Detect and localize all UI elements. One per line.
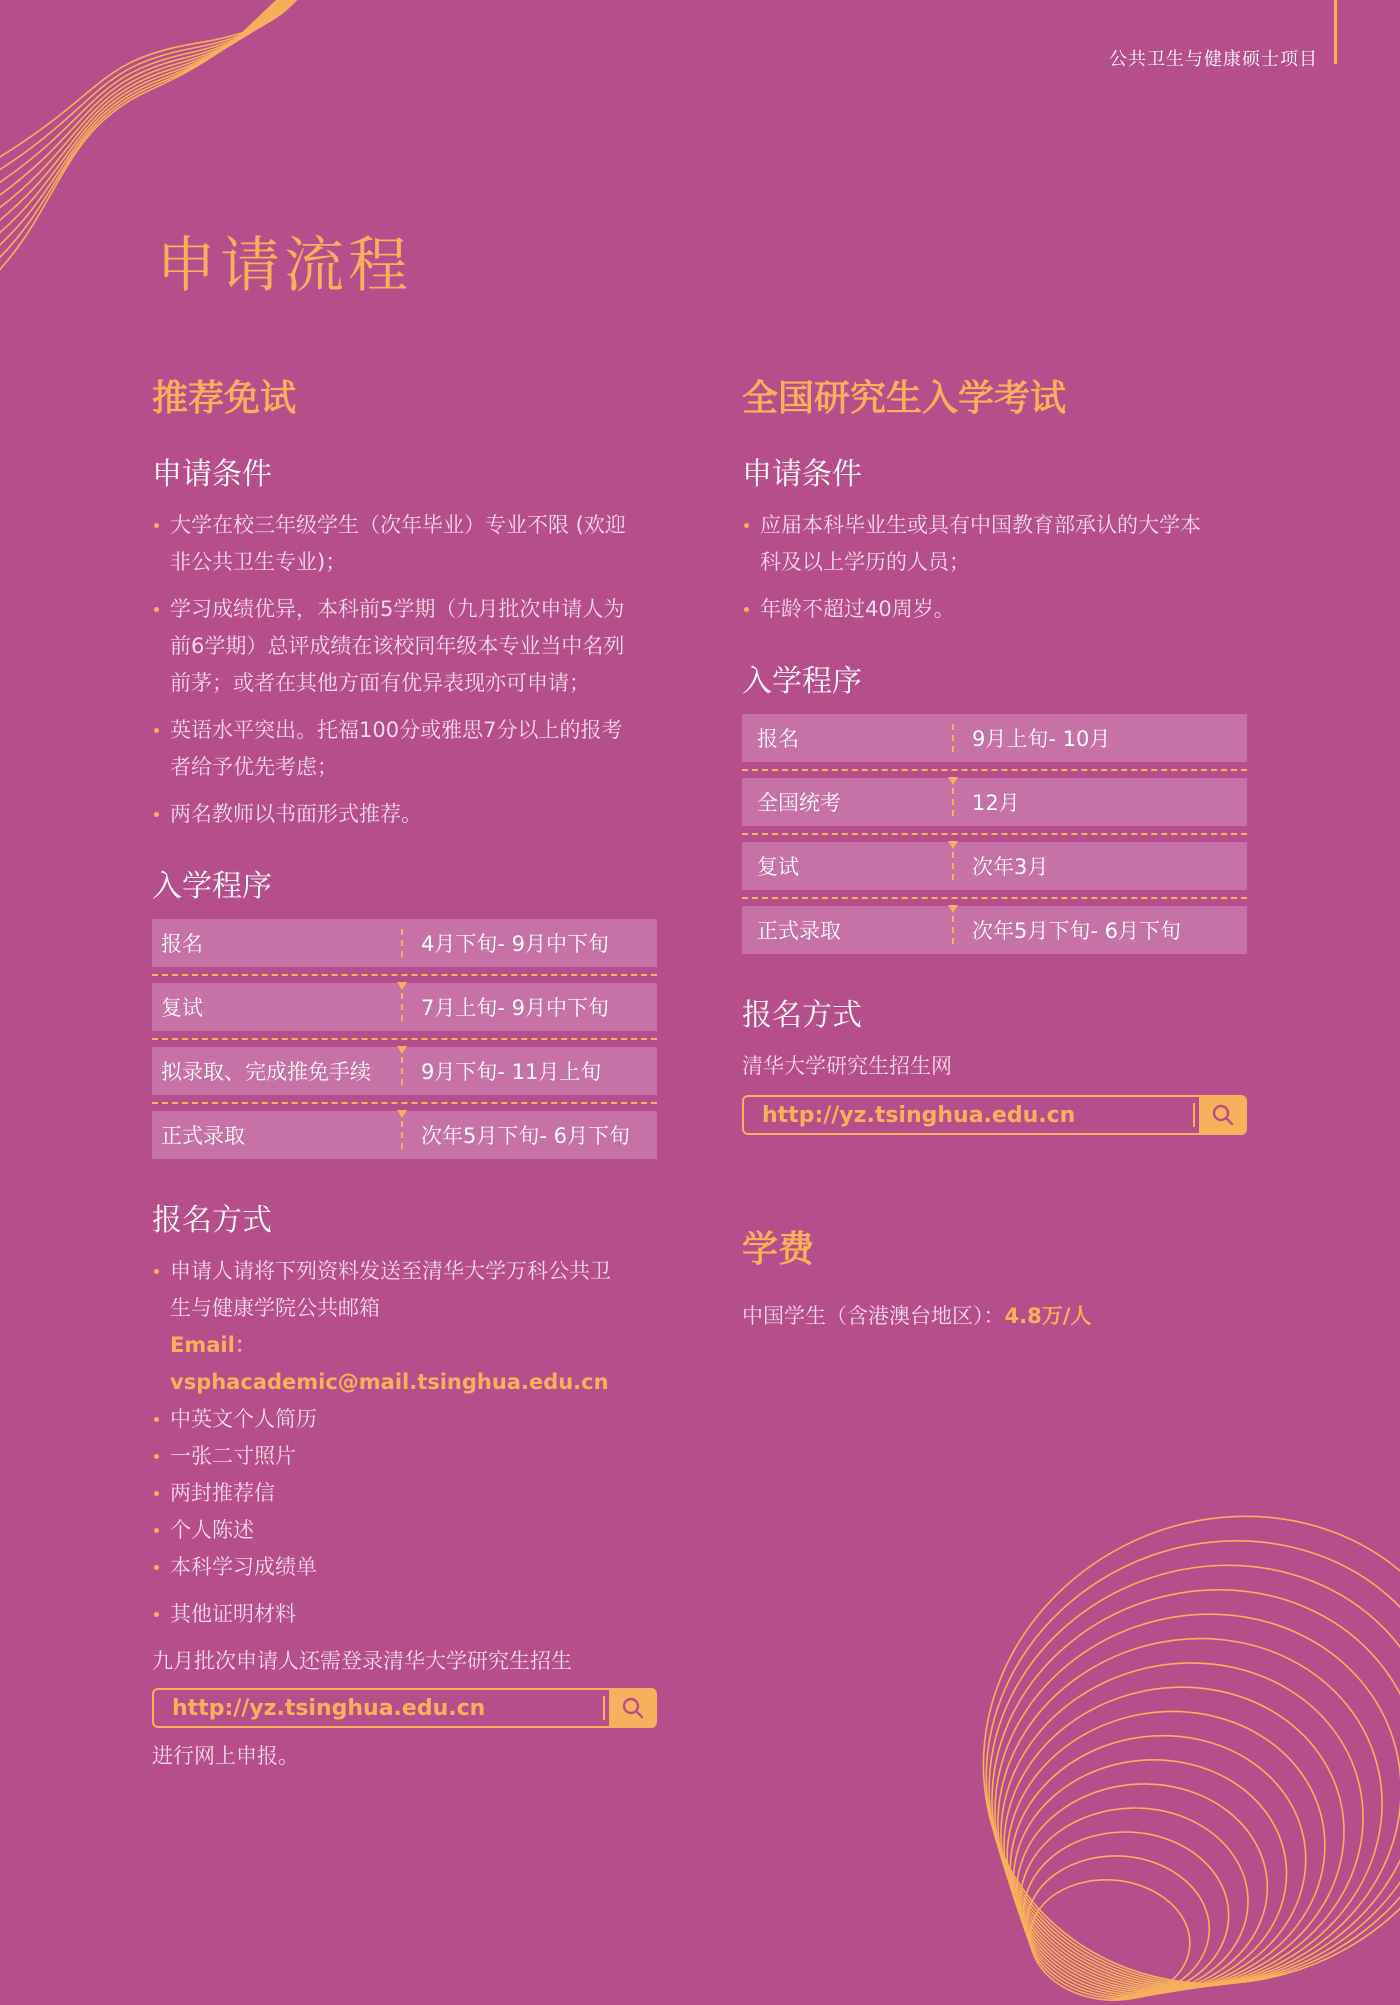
materials-list: [152, 1401, 657, 1633]
step-marker-icon: [948, 905, 958, 913]
step-divider: [952, 852, 954, 880]
apply-intro: [152, 1253, 657, 1327]
apply-intro-line: 生与健康学院公共邮箱: [170, 1296, 380, 1320]
apply-note: 九月批次申请人还需登录清华大学研究生招生: [152, 1649, 572, 1673]
condition-line: 科及以上学历的人员；: [760, 550, 970, 574]
page-title: 申请流程: [156, 231, 412, 301]
step-time: 次年3月: [972, 855, 1049, 879]
fee-label: 中国学生（含港澳台地区）：: [742, 1304, 1005, 1328]
decorative-line: [0, 0, 310, 228]
decorative-line: [0, 0, 313, 215]
search-icon: [1210, 1102, 1236, 1128]
apply-note-after: 进行网上申报。: [152, 1744, 299, 1768]
fee-line: [742, 1300, 1247, 1330]
material-item: 本科学习成绩单: [152, 1549, 657, 1586]
recommend-procedure-steps: [152, 919, 657, 1159]
exam-procedure-steps: [742, 714, 1247, 954]
step-name: 报名: [161, 932, 203, 956]
exam-procedure-title: 入学程序: [742, 664, 862, 699]
recommend-column: [152, 370, 657, 1775]
step-divider: [401, 1057, 403, 1085]
decorative-line: [0, 0, 318, 189]
step-name: 正式录取: [161, 1124, 245, 1148]
condition-line: 前6学期）总评成绩在该校同年级本专业当中名列: [170, 634, 625, 658]
url-text[interactable]: http://yz.tsinghua.edu.cn: [172, 1695, 486, 1721]
condition-line: 年龄不超过40周岁。: [760, 597, 955, 621]
decorative-rings-bottom-right: [860, 1500, 1400, 2005]
exam-site-name: 清华大学研究生招生网: [742, 1054, 952, 1078]
decorative-ring: [948, 1564, 1400, 2005]
exam-search-button[interactable]: [1199, 1095, 1247, 1135]
exam-conditions-title: 申请条件: [742, 457, 862, 492]
step-divider: [952, 916, 954, 944]
recommend-conditions-list: [152, 507, 657, 833]
text-cursor: [603, 1696, 605, 1720]
decorative-ring: [958, 1596, 1400, 2005]
step-name: 拟录取、完成推免手续: [161, 1060, 371, 1084]
step-divider: [952, 724, 954, 752]
step-divider: [401, 1121, 403, 1149]
condition-item: [742, 591, 1247, 628]
step-marker-icon: [948, 841, 958, 849]
step-divider: [401, 993, 403, 1021]
text-cursor: [1193, 1103, 1195, 1127]
procedure-step: [152, 919, 657, 967]
condition-item: [152, 796, 657, 833]
step-name: 全国统考: [757, 791, 841, 815]
url-search-box[interactable]: [152, 1688, 657, 1728]
exam-conditions-list: [742, 507, 1247, 628]
step-name: 复试: [757, 855, 799, 879]
decorative-line: [0, 0, 320, 176]
condition-item: [742, 507, 1247, 581]
recommend-apply-title: 报名方式: [152, 1203, 272, 1238]
program-label: 公共卫生与健康硕士项目: [1109, 49, 1318, 70]
step-time: 4月下旬- 9月中下旬: [421, 932, 609, 956]
decorative-line: [0, 0, 308, 241]
procedure-step: [742, 778, 1247, 826]
material-item: 个人陈述: [152, 1512, 657, 1549]
condition-line: 大学在校三年级学生（次年毕业）专业不限 (欢迎: [170, 513, 626, 537]
decorative-ring: [978, 1658, 1371, 2005]
procedure-step: [742, 906, 1247, 954]
step-marker-icon: [948, 777, 958, 785]
fee-value: 4.8万/人: [1004, 1304, 1092, 1328]
search-icon: [620, 1695, 646, 1721]
condition-item: [152, 507, 657, 581]
step-time: 12月: [972, 791, 1020, 815]
material-item: 两封推荐信: [152, 1475, 657, 1512]
condition-item: [152, 712, 657, 786]
procedure-step: [742, 714, 1247, 762]
condition-line: 应届本科毕业生或具有中国教育部承认的大学本: [760, 513, 1201, 537]
decorative-ring: [1018, 1806, 1249, 1998]
condition-line: 英语水平突出。托福100分或雅思7分以上的报考: [170, 718, 623, 742]
step-time: 9月下旬- 11月上旬: [421, 1060, 602, 1084]
decorative-line: [0, 0, 305, 254]
search-button[interactable]: [609, 1688, 657, 1728]
decorative-line: [0, 0, 320, 163]
recommend-procedure-title: 入学程序: [152, 869, 272, 904]
step-name: 复试: [161, 996, 203, 1020]
step-divider: [952, 788, 954, 816]
exam-column: [742, 370, 1247, 1330]
decorative-ring: [996, 1719, 1321, 2005]
step-name: 报名: [757, 727, 799, 751]
procedure-step: [152, 1047, 657, 1095]
condition-line: 前茅；或者在其他方面有优异表现亦可申请；: [170, 671, 590, 695]
procedure-step: [152, 1111, 657, 1159]
material-item: 中英文个人简历: [152, 1401, 657, 1438]
recommend-title: 推荐免试: [152, 378, 297, 419]
step-time: 次年5月下旬- 6月下旬: [421, 1124, 630, 1148]
step-time: 7月上旬- 9月中下旬: [421, 996, 609, 1020]
step-marker-icon: [397, 1046, 407, 1054]
condition-line: 两名教师以书面形式推荐。: [170, 802, 422, 826]
exam-url-search-box[interactable]: [742, 1095, 1247, 1135]
apply-email[interactable]: Email：vsphacademic@mail.tsinghua.edu.cn: [170, 1333, 609, 1394]
step-marker-icon: [397, 982, 407, 990]
material-item: 一张二寸照片: [152, 1438, 657, 1475]
condition-line: 者给予优先考虑；: [170, 755, 338, 779]
material-item: 其他证明材料: [152, 1596, 657, 1633]
condition-item: [152, 591, 657, 702]
exam-apply-title: 报名方式: [742, 998, 862, 1033]
exam-title: 全国研究生入学考试: [742, 378, 1067, 419]
step-marker-icon: [397, 1110, 407, 1118]
header-accent-bar: [1334, 0, 1337, 64]
condition-line: 非公共卫生专业)；: [170, 550, 347, 574]
step-name: 正式录取: [757, 919, 841, 943]
procedure-step: [742, 842, 1247, 890]
apply-intro-line: 申请人请将下列资料发送至清华大学万科公共卫: [170, 1259, 611, 1283]
step-time: 次年5月下旬- 6月下旬: [972, 919, 1181, 943]
exam-url-text[interactable]: http://yz.tsinghua.edu.cn: [762, 1102, 1076, 1128]
step-time: 9月上旬- 10月: [972, 727, 1111, 751]
fee-title: 学费: [742, 1229, 815, 1270]
procedure-step: [152, 983, 657, 1031]
step-divider: [401, 929, 403, 957]
recommend-conditions-title: 申请条件: [152, 457, 272, 492]
condition-line: 学习成绩优异，本科前5学期（九月批次申请人为: [170, 597, 625, 621]
